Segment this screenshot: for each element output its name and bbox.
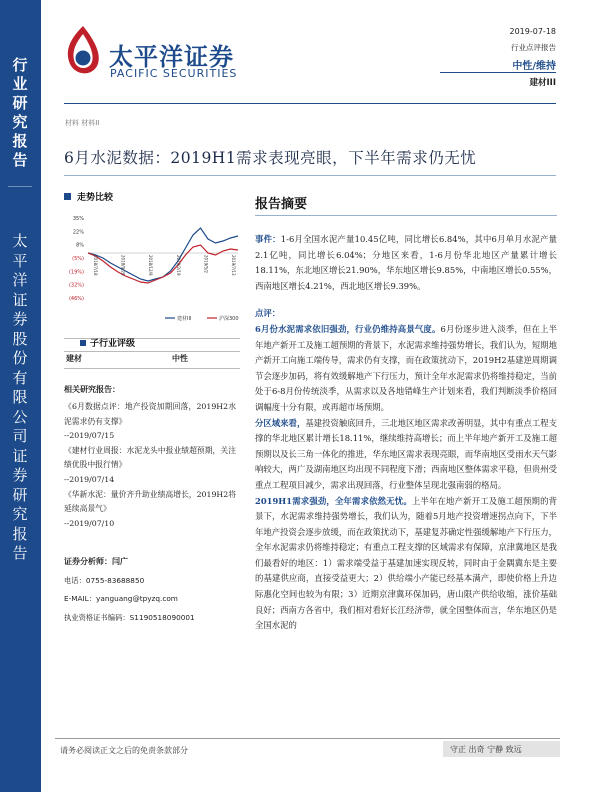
footer-motto: 守正 出奇 宁静 致远 [450, 745, 522, 754]
header-rule [64, 103, 556, 104]
related-item[interactable]: 《华新水泥：量价齐升助业绩高增长，2019H2将延续高景气》 [64, 489, 236, 514]
x-tick-label: 2019/5/2 [203, 255, 209, 273]
comment-label: 点评： [255, 308, 281, 319]
footer-disclaimer: 请务必阅读正文之后的免责条款部分 [60, 746, 188, 755]
x-tick-label: 2019/7/13 [231, 255, 236, 276]
report-kind: 行业点评报告 [511, 43, 556, 52]
subrating-value: 中性 [172, 353, 188, 363]
sector-label: 建材III [529, 78, 556, 88]
x-tick-label: 2018/9/28 [120, 255, 126, 276]
comment-label-line [255, 306, 557, 322]
trend-label: 走势比较 [77, 193, 114, 203]
related-date: --2019/07/10 [64, 518, 115, 528]
related-item[interactable]: 《6月数据点评：地产投资加期回落，2019H2水泥需求仍有支撑》 [64, 402, 236, 426]
page-title: 6月水泥数据：2019H1需求表现亮眼，下半年需求仍无忧 [64, 149, 477, 167]
footer-rule [55, 738, 560, 739]
related-item[interactable]: 《建材行业周报：水泥龙头中报业绩超预期，关注绩优股中报行情》 [64, 445, 236, 470]
comment-paragraph-1: 6月份水泥需求依旧强劲，行业仍维持高景气度。6月份逐步进入淡季，但在上半年地产新开工及施工超预期的背景下，水泥需求维持强势增长，我们认为，短期地产新开工向施工端传导，需求仍有支撑，而在政策扰动下，2019H2基建逆周期调节会逐步加码，将有效缓解地产下行压力，预计全年水泥需求仍将维持稳定，当前处于6-8月份传统淡季，从需求以及各地错峰生产计划来看，我们判断淡季价格回调幅度十分有限，或再超市场预期。 [255, 323, 557, 412]
legend-label: 建材III [177, 316, 192, 322]
x-tick-label: 2019/2/19 [175, 255, 181, 276]
y-tick-label: 22% [72, 229, 84, 236]
y-tick-label: (46%) [68, 296, 84, 302]
header-rule-short [440, 72, 556, 73]
rating-rule-mid [64, 351, 240, 352]
subrating-label: 子行业评级 [90, 339, 136, 349]
company-logo-icon [62, 24, 104, 84]
comment-paragraph-2: 分区域来看，基建投资触底回升，三北地区地区需求改善明显，其中有重点工程支撑的华北地区累计增长18.11%，继续维持高增长；而上半年地产新开工及施工超预期以及长三角一体化的推进，华东地区需求表现亮眼，而华南地区受雨水天气影响较大，两广及湖南地区均出现不同程度下滑；西南地区整体需求平稳，但贵州受重点工程项目减少，需求出现回落，行业整体呈现北强南弱的格局。 [255, 417, 558, 490]
x-tick-label: 2018/7/18 [93, 255, 98, 276]
related-date: --2019/07/15 [64, 431, 115, 441]
report-date: 2019-07-18 [509, 27, 556, 36]
summary-body [255, 232, 557, 634]
title-rule [64, 175, 556, 176]
plot-area [88, 228, 238, 283]
chart-legend [165, 315, 239, 322]
rating-badge: 中性/维持 [512, 61, 556, 72]
comment-paragraph-3: 2019H1需求强劲，全年需求依然无忧。上半年在地产新开工及施工超预期的背景下，水泥需求维持强势增长，我们认为，随着5月地产投资增速拐点向下，下半年地产投资会逐步放缓，而在政策扰动下，基建复苏确定性强缓解地产下行压力，全年水泥需求仍将维持稳定；有重点工程支撑的区域需求有保障，京津冀地区是我们最看好的地区：1）需求端受益于基建加速实现反转，同时由于金隅冀东是主要的基建供应商，直接受益更大；2）供给端小产能已经基本满产，即使价格上升边际惠化空间也较为有限；3）近期京津冀环保加码，唐山限产供给收缩，涨价基础良好；西南方各省中，我们相对看好长江经济带，就全国整体而言，华东地区仍是全国水泥的 [255, 495, 557, 631]
analyst-phone: 电话：0755-83688850 [64, 576, 145, 585]
analyst-email[interactable]: E-MAIL：yanguang@tpyzq.com [64, 594, 178, 603]
y-tick-label: 8% [76, 242, 84, 249]
y-tick-label: 35% [72, 216, 84, 222]
logo-text-cn: 太平洋证券 [109, 43, 234, 71]
sidebar-divider [8, 186, 32, 187]
report-type-vertical: 行业研究报告 [12, 56, 28, 169]
breadcrumb: 材料 材料II [65, 119, 100, 127]
analyst-license: 执业资格证书编码：S1190518090001 [64, 613, 195, 622]
related-label: 相关研究报告： [64, 384, 120, 394]
y-tick-label: (32%) [68, 282, 84, 289]
logo-text-en: PACIFIC SECURITIES [110, 67, 238, 80]
events-paragraph: 事件：1-6月全国水泥产量10.45亿吨，同比增长6.84%，其中6月单月水泥产量2.1亿吨，同比增长6.04%；分地区来看，1-6月份华北地区产量累计增长18.11%，东北地区增长21.90%，华东地区增长9.85%，中南地区增长0.55%，西南地区增长4.21%，西北地区增长9.39%。 [255, 234, 557, 291]
related-list [64, 400, 236, 531]
summary-rule [255, 215, 557, 216]
subrating-industry: 建材 [66, 353, 82, 363]
summary-heading: 报告摘要 [255, 197, 308, 212]
rating-rule-bottom [64, 368, 240, 369]
trend-marker [64, 193, 71, 200]
y-tick-label: (19%) [68, 269, 84, 276]
company-vertical: 太平洋证券股份有限公司证券研究报告 [12, 232, 28, 562]
related-date: --2019/07/14 [64, 474, 115, 484]
legend-label: 沪深300 [219, 316, 239, 322]
trend-chart [60, 210, 245, 330]
events-label: 事件： [255, 234, 281, 244]
subrating-marker [80, 340, 86, 346]
y-tick-label: (5%) [72, 256, 84, 262]
series-line-index [88, 245, 238, 283]
y-axis [69, 216, 84, 302]
x-tick-label: 2018/12/9 [148, 255, 154, 276]
analyst-label: 证券分析师：闫广 [64, 556, 128, 566]
